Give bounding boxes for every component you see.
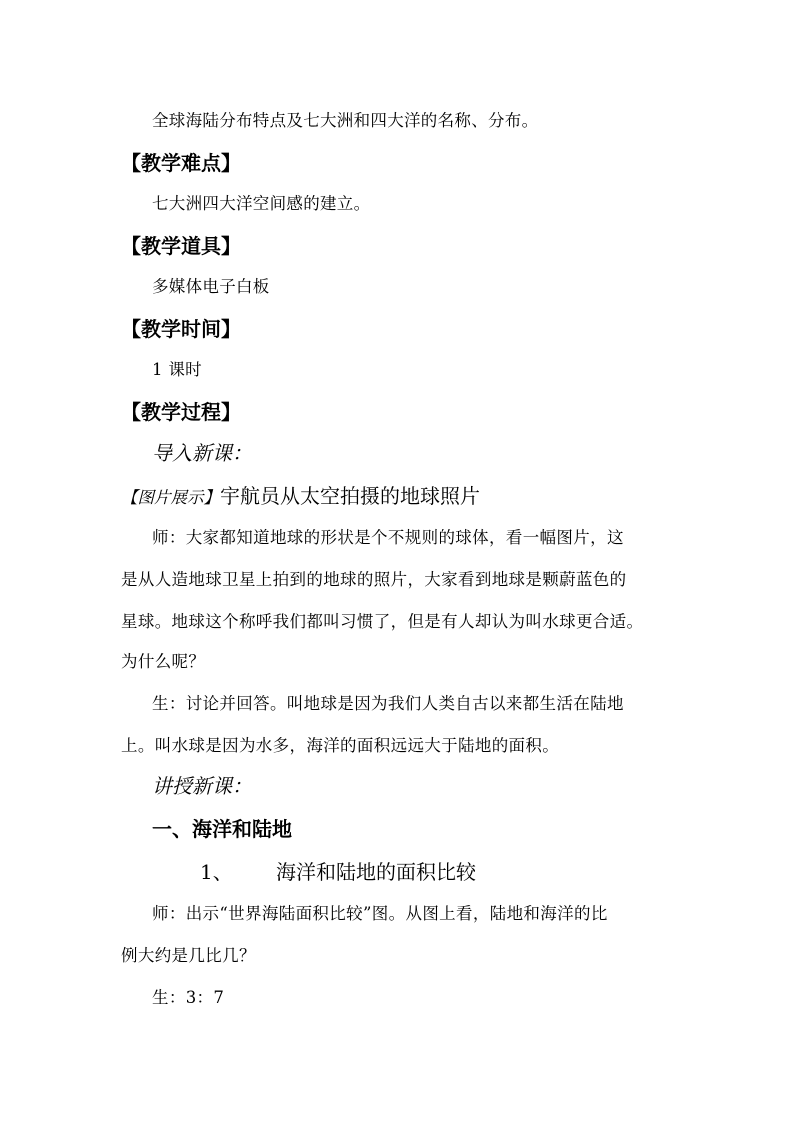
- teacher-paragraph-1-line-1: 师：大家都知道地球的形状是个不规则的球体，看一幅图片，这: [152, 528, 624, 547]
- student-paragraph-1-line-2: 上。叫水球是因为水多，海洋的面积远远大于陆地的面积。: [121, 736, 560, 755]
- subsection-title: 海洋和陆地的面积比较: [276, 860, 476, 884]
- tools-text: 多媒体电子白板: [152, 277, 270, 296]
- time-text: 1 课时: [152, 360, 202, 379]
- difficulty-text: 七大洲四大洋空间感的建立。: [152, 194, 371, 213]
- heading-teaching-process: 【教学过程】: [121, 400, 241, 424]
- teacher-paragraph-2-line-2: 例大约是几比几？: [121, 946, 256, 965]
- key-points-text: 全球海陆分布特点及七大洲和四大洋的名称、分布。: [152, 111, 539, 130]
- section-1-title: 一、海洋和陆地: [152, 817, 292, 841]
- picture-caption: 宇航员从太空拍摄的地球照片: [220, 484, 480, 508]
- student-paragraph-1-line-1: 生：讨论并回答。叫地球是因为我们人类自古以来都生活在陆地: [152, 694, 624, 713]
- subsection-number: 1、: [200, 860, 233, 884]
- heading-teaching-tools: 【教学道具】: [121, 234, 241, 258]
- student-answer: 生：3：7: [152, 988, 225, 1007]
- picture-display-tag: 【图片展示】: [121, 488, 220, 507]
- picture-display-line: [121, 480, 480, 509]
- teacher-paragraph-2-line-1: 师：出示“世界海陆面积比较”图。从图上看，陆地和海洋的比: [152, 904, 608, 923]
- heading-teaching-difficulty: 【教学难点】: [121, 151, 241, 175]
- heading-teaching-time: 【教学时间】: [121, 317, 241, 341]
- teacher-paragraph-1-line-2: 是从人造地球卫星上拍到的地球的照片，大家看到地球是颗蔚蓝色的: [121, 570, 627, 589]
- teacher-paragraph-1-line-4: 为什么呢？: [121, 652, 206, 671]
- lecture-new-lesson-label: 讲授新课：: [152, 774, 252, 798]
- teacher-paragraph-1-line-3: 星球。地球这个称呼我们都叫习惯了，但是有人却认为叫水球更合适。: [121, 612, 644, 631]
- intro-new-lesson-label: 导入新课：: [152, 441, 252, 465]
